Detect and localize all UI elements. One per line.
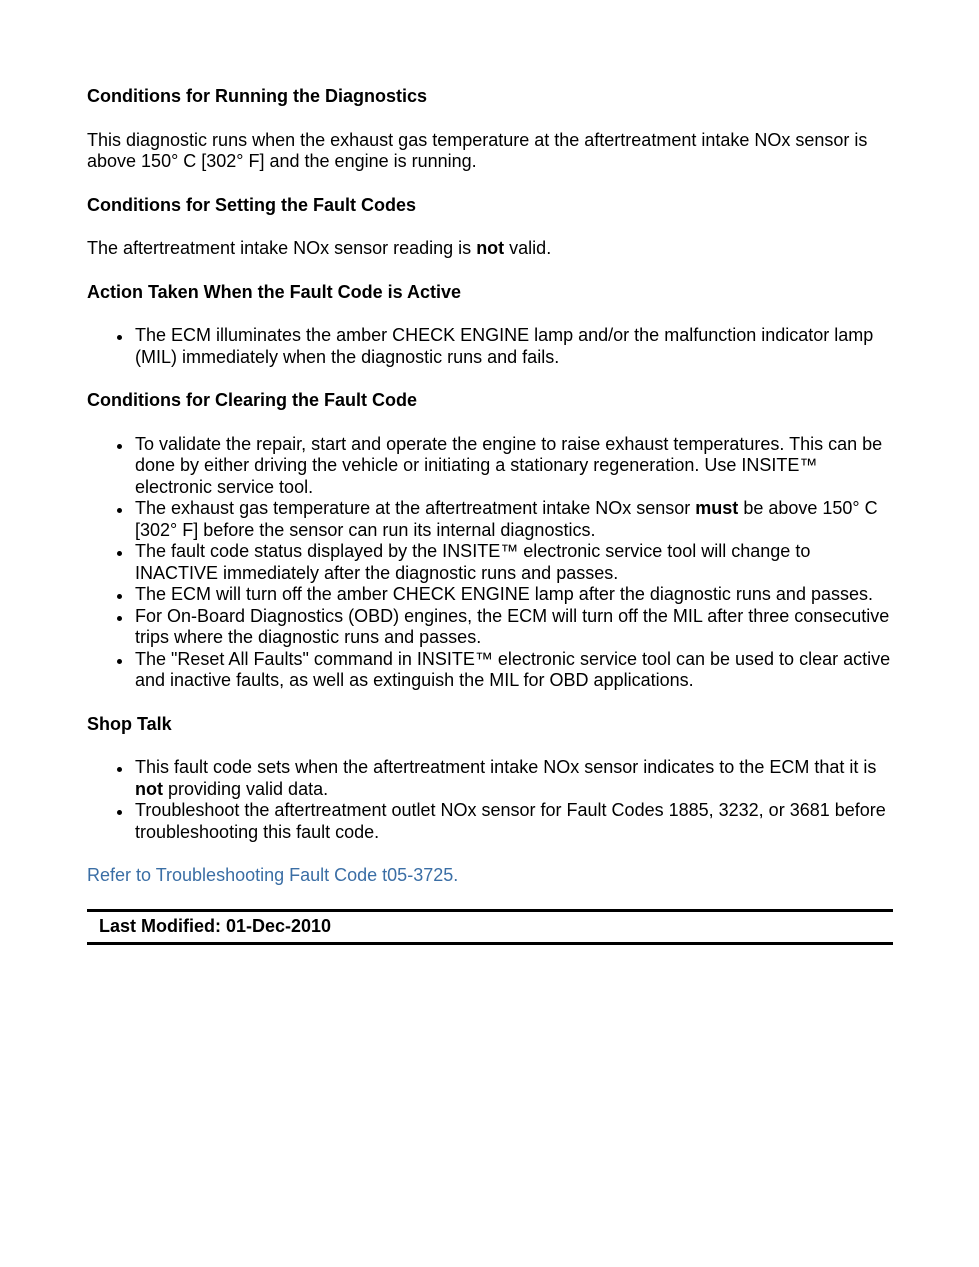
reference-paragraph [87,865,893,887]
document-page [87,86,893,945]
emphasis-not: not [135,778,163,799]
footer-bar [87,909,893,945]
section-heading-running: Conditions for Running the Diagnostics [87,86,427,106]
emphasis-must: must [695,498,739,518]
section-heading-shop-talk: Shop Talk [87,713,172,734]
list-item: The "Reset All Faults" command in INSITE™ electronic service tool can be used to clear active and inactive faults, as well as extinguish the MIL for OBD applications. [87,649,893,692]
section-heading-action: Action Taken When the Fault Code is Active [87,281,462,302]
setting-paragraph: The aftertreatment intake NOx sensor reading is not valid. [87,238,552,258]
section-heading-clearing: Conditions for Clearing the Fault Code [87,390,417,410]
list-item: The exhaust gas temperature at the aftertreatment intake NOx sensor must be above 150° C [302° F] before the sensor can run its internal diagnostics. [87,498,893,541]
list-item: The ECM illuminates the amber CHECK ENGINE lamp and/or the malfunction indicator lamp (MIL) immediately when the diagnostic runs and fails. [87,325,893,368]
list-item: To validate the repair, start and operate the engine to raise exhaust temperatures. This can be done by either driving the vehicle or initiating a stationary regeneration. Use INSITE™ electronic service tool. [87,434,893,499]
list-item: The fault code status displayed by the INSITE™ electronic service tool will change to INACTIVE immediately after the diagnostic runs and passes. [87,541,893,584]
last-modified: Last Modified: 01-Dec-2010 [99,915,332,936]
list-item: Troubleshoot the aftertreatment outlet NOx sensor for Fault Codes 1885, 3232, or 3681 before troubleshooting this fault code. [87,800,893,843]
list-item: The ECM will turn off the amber CHECK ENGINE lamp after the diagnostic runs and passes. [87,584,893,606]
emphasis-not: not [476,238,505,258]
clearing-list [87,434,893,692]
reference-link[interactable]: Refer to Troubleshooting Fault Code t05-3725. [87,865,459,885]
list-item: For On-Board Diagnostics (OBD) engines, the ECM will turn off the MIL after three consecutive trips where the diagnostic runs and passes. [87,606,893,649]
list-item: This fault code sets when the aftertreatment intake NOx sensor indicates to the ECM that it is not providing valid data. [87,757,893,800]
running-paragraph: This diagnostic runs when the exhaust gas temperature at the aftertreatment intake NOx sensor is above 150° C [302° F] and the engine is running. [87,129,868,171]
section-heading-setting: Conditions for Setting the Fault Codes [87,194,416,215]
shop-talk-list [87,757,893,843]
action-list [87,325,893,368]
